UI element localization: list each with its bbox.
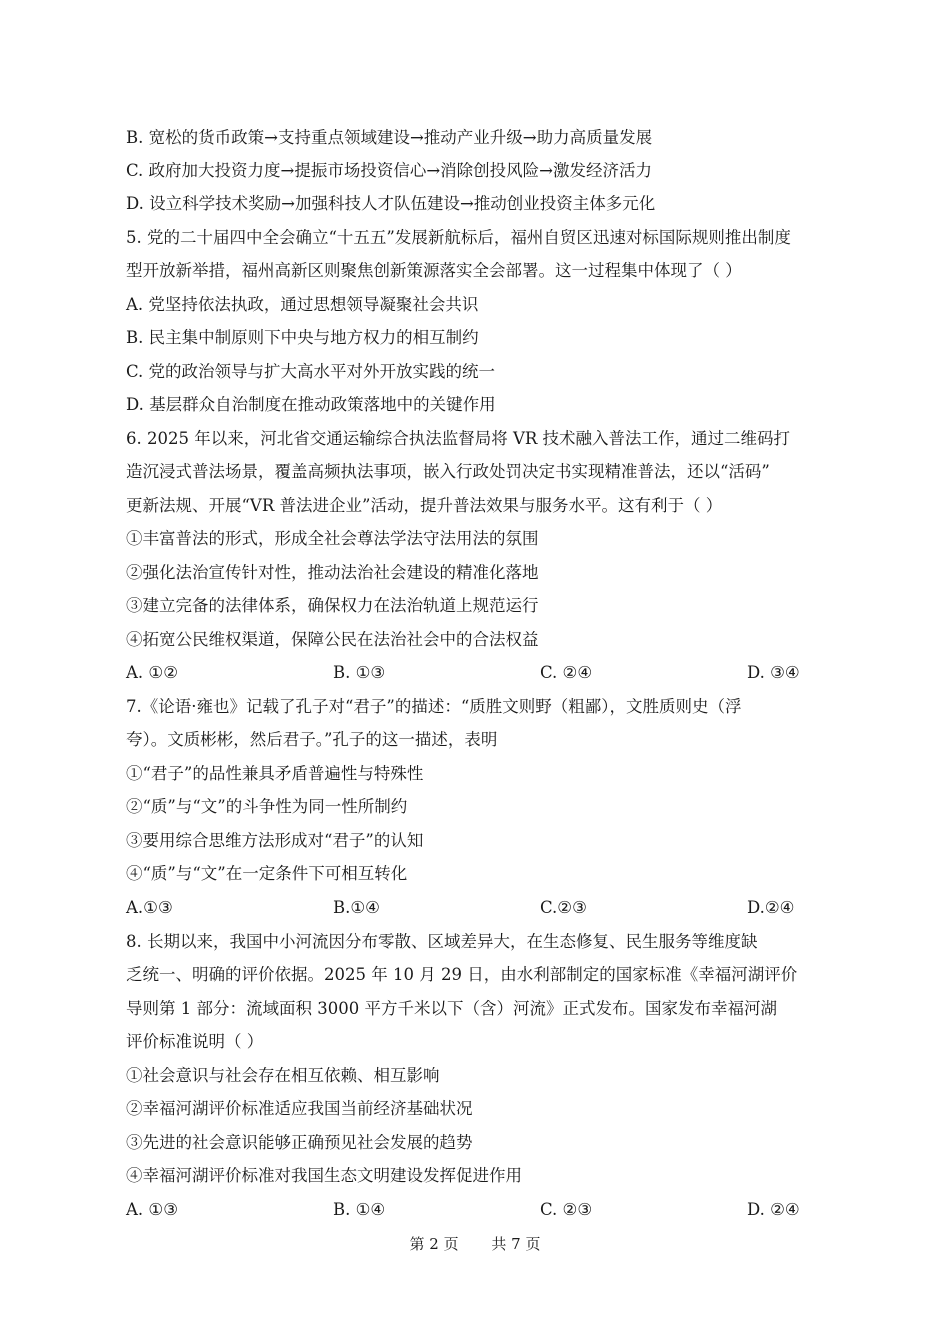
q5-stem-line-2: 型开放新举措，福州高新区则聚焦创新策源落实全会部署。这一过程集中体现了（ ） bbox=[126, 261, 742, 280]
page-total: 共 7 页 bbox=[491, 1235, 541, 1253]
q8-statement-3: ③先进的社会意识能够正确预见社会发展的趋势 bbox=[126, 1133, 473, 1152]
q5-stem-line-1: 5. 党的二十届四中全会确立“十五五”发展新航标后，福州自贸区迅速对标国际规则推出制度 bbox=[126, 228, 791, 247]
q8-stem-line-3: 导则第 1 部分：流域面积 3000 平方千米以下（含）河流》正式发布。国家发布幸福河湖 bbox=[126, 999, 777, 1018]
q7-option-c: C.②③ bbox=[540, 898, 587, 917]
q4-option-b: B. 宽松的货币政策→支持重点领域建设→推动产业升级→助力高质量发展 bbox=[126, 128, 653, 147]
q6-stem-line-3: 更新法规、开展“VR 普法进企业”活动，提升普法效果与服务水平。这有利于（ ） bbox=[126, 496, 723, 515]
q6-statement-1: ①丰富普法的形式，形成全社会尊法学法守法用法的氛围 bbox=[126, 529, 539, 548]
q8-option-a: A. ①③ bbox=[126, 1200, 178, 1219]
q6-stem-line-2: 造沉浸式普法场景，覆盖高频执法事项，嵌入行政处罚决定书实现精准普法，还以“活码” bbox=[126, 462, 770, 481]
q7-statement-3: ③要用综合思维方法形成对“君子”的认知 bbox=[126, 831, 424, 850]
q8-statement-4: ④幸福河湖评价标准对我国生态文明建设发挥促进作用 bbox=[126, 1166, 522, 1185]
q7-stem-line-1: 7.《论语·雍也》记载了孔子对“君子”的描述：“质胜文则野（粗鄙），文胜质则史（浮 bbox=[126, 697, 742, 716]
q8-stem-line-2: 乏统一、明确的评价依据。2025 年 10 月 29 日，由水利部制定的国家标准《幸福河湖评价 bbox=[126, 965, 798, 984]
q7-option-b: B.①④ bbox=[333, 898, 380, 917]
q8-stem-line-4: 评价标准说明（ ） bbox=[126, 1032, 264, 1051]
q4-option-d: D. 设立科学技术奖励→加强科技人才队伍建设→推动创业投资主体多元化 bbox=[126, 194, 656, 213]
q7-statement-2: ②“质”与“文”的斗争性为同一性所制约 bbox=[126, 797, 408, 816]
q5-option-d: D. 基层群众自治制度在推动政策落地中的关键作用 bbox=[126, 395, 496, 414]
q8-stem-line-1: 8. 长期以来，我国中小河流因分布零散、区域差异大，在生态修复、民生服务等维度缺 bbox=[126, 932, 758, 951]
q7-option-d: D.②④ bbox=[747, 898, 795, 917]
q7-stem-line-2: 夸）。文质彬彬，然后君子。”孔子的这一描述，表明 bbox=[126, 730, 498, 749]
q6-option-a: A. ①② bbox=[126, 663, 178, 682]
q8-option-d: D. ②④ bbox=[747, 1200, 800, 1219]
q6-statement-3: ③建立完备的法律体系，确保权力在法治轨道上规范运行 bbox=[126, 596, 539, 615]
q6-option-b: B. ①③ bbox=[333, 663, 386, 682]
q7-option-a: A.①③ bbox=[126, 898, 173, 917]
q8-option-c: C. ②③ bbox=[540, 1200, 593, 1219]
q5-option-b: B. 民主集中制原则下中央与地方权力的相互制约 bbox=[126, 328, 479, 347]
q5-option-c: C. 党的政治领导与扩大高水平对外开放实践的统一 bbox=[126, 362, 496, 381]
q6-option-c: C. ②④ bbox=[540, 663, 593, 682]
q5-option-a: A. 党坚持依法执政，通过思想领导凝聚社会共识 bbox=[126, 295, 479, 314]
q6-statement-4: ④拓宽公民维权渠道，保障公民在法治社会中的合法权益 bbox=[126, 630, 539, 649]
q7-statement-4: ④“质”与“文”在一定条件下可相互转化 bbox=[126, 864, 408, 883]
q6-option-d: D. ③④ bbox=[747, 663, 800, 682]
page-footer bbox=[0, 1233, 950, 1254]
q8-statement-2: ②幸福河湖评价标准适应我国当前经济基础状况 bbox=[126, 1099, 473, 1118]
q6-statement-2: ②强化法治宣传针对性，推动法治社会建设的精准化落地 bbox=[126, 563, 539, 582]
q4-option-c: C. 政府加大投资力度→提振市场投资信心→消除创投风险→激发经济活力 bbox=[126, 161, 653, 180]
q7-statement-1: ①“君子”的品性兼具矛盾普遍性与特殊性 bbox=[126, 764, 424, 783]
q6-stem-line-1: 6. 2025 年以来，河北省交通运输综合执法监督局将 VR 技术融入普法工作，通过二维码打 bbox=[126, 429, 791, 448]
page-number: 第 2 页 bbox=[409, 1235, 459, 1253]
q8-option-b: B. ①④ bbox=[333, 1200, 386, 1219]
q8-statement-1: ①社会意识与社会存在相互依赖、相互影响 bbox=[126, 1066, 440, 1085]
